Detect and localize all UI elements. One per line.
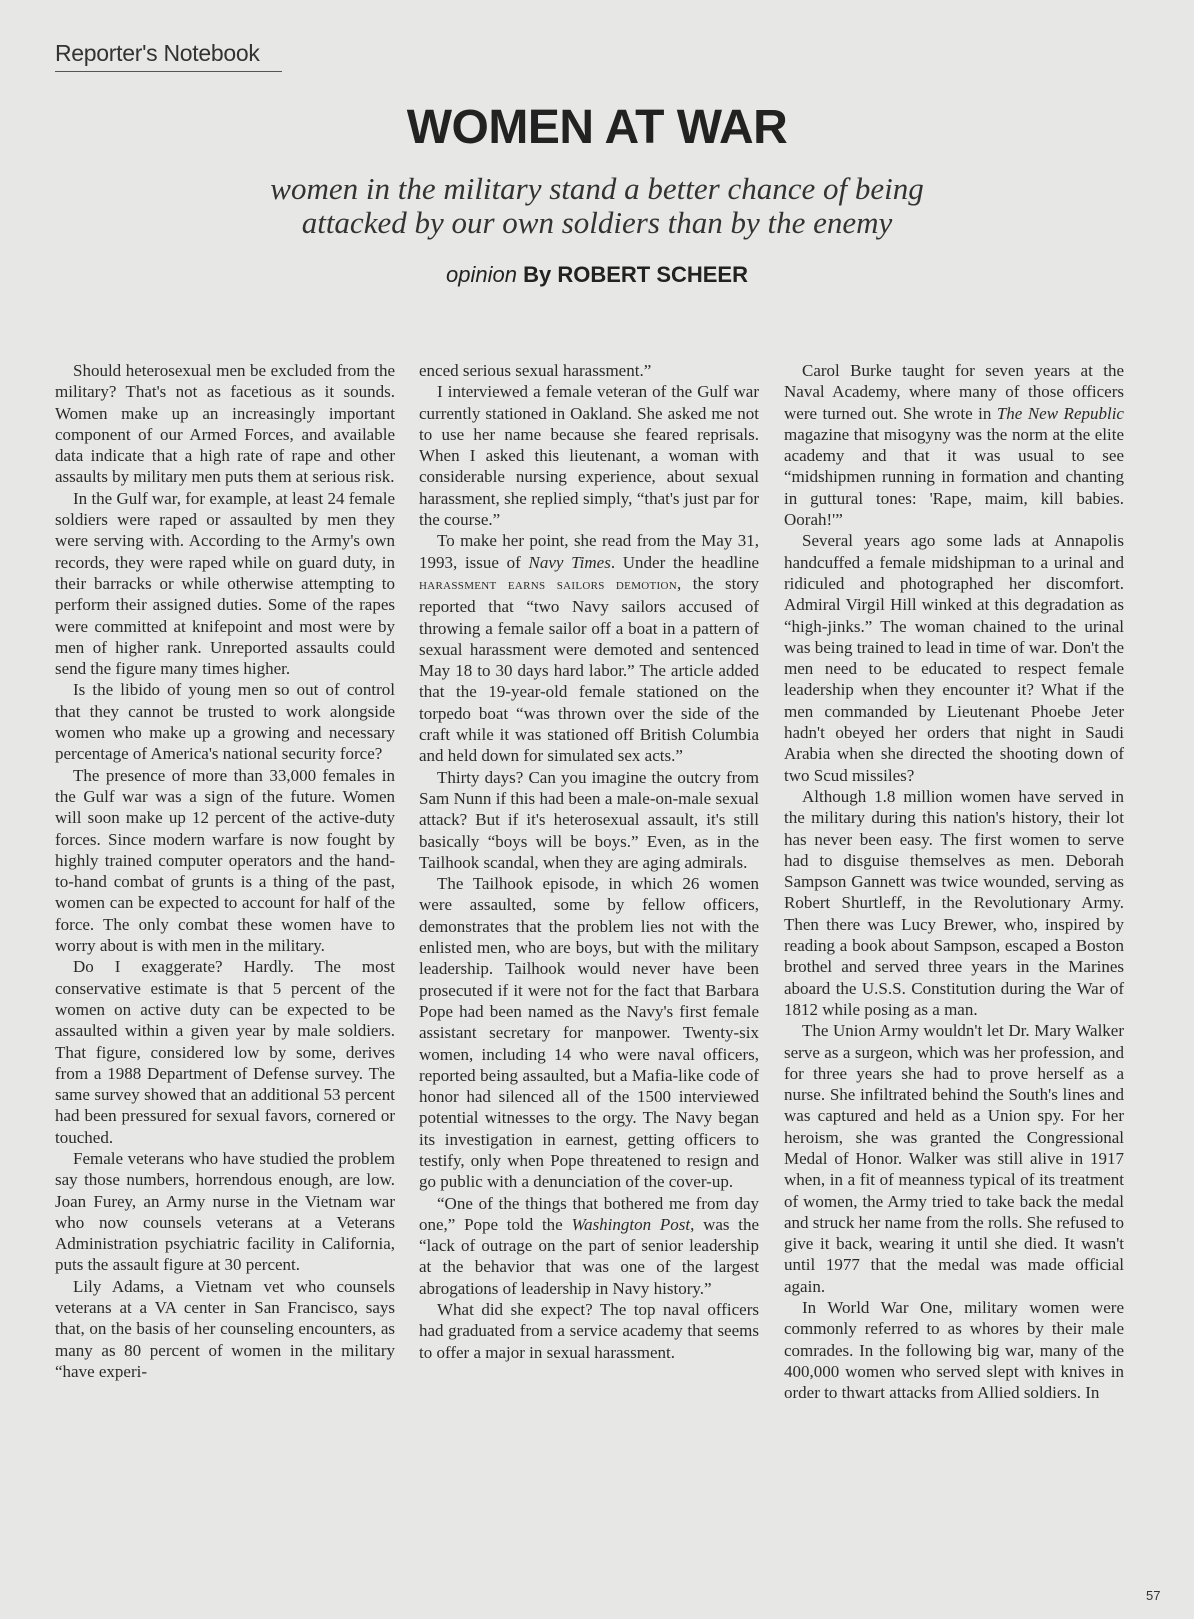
paragraph: In the Gulf war, for example, at least 24 female soldiers were raped or assaulted by men they were serving with. According to the Army's own records, they were raped while on guard duty, in their barracks or while otherwise attempting to perform their assigned duties. Some of the rapes were committed at knifepoint and most were by men of higher rank. Unreported assaults could send the figure many times higher. <box>55 488 395 679</box>
article-title: WOMEN AT WAR <box>406 101 788 154</box>
paragraph <box>784 360 1124 530</box>
paragraph: The presence of more than 33,000 females in the Gulf war was a sign of the future. Women will soon make up 12 percent of the active-duty forces. Since modern warfare is now fought by highly trained computer operators and the hand-to-hand combat of grunts is a thing of the past, women can be expected to account for half of the force. The only combat these women have to worry about is with men in the military. <box>55 765 395 956</box>
page-number: 57 <box>1146 1588 1161 1603</box>
body-column-3 <box>784 360 1124 1404</box>
publication-name: The New Republic <box>996 403 1124 423</box>
publication-name: Navy Times <box>528 552 611 572</box>
paragraph: What did she expect? The top naval officers had graduated from a service academy that seems to offer a major in sexual harassment. <box>419 1300 759 1362</box>
subtitle-line-1: women in the military stand a better chance of being <box>270 171 924 206</box>
text-run: . Under the headline <box>610 552 760 572</box>
subtitle-line-2: attacked by our own soldiers than by the enemy <box>301 205 893 240</box>
paragraph: Lily Adams, a Vietnam vet who counsels veterans at a VA center in San Francisco, says that, on the basis of her counseling encounters, as many as 80 percent of women in the military “have experi- <box>55 1276 395 1381</box>
paragraph <box>419 1193 759 1299</box>
paragraph: Female veterans who have studied the problem say those numbers, horrendous enough, are low. Joan Furey, an Army nurse in the Vietnam war who now counsels veterans at a Veterans Administration psychiatric facility in California, puts the assault figure at 30 percent. <box>55 1148 395 1275</box>
paragraph: enced serious sexual harassment.” <box>419 361 652 380</box>
paragraph <box>419 530 759 766</box>
text-run: To make her point, she read from the May 31, 1993, issue of <box>419 531 759 572</box>
paragraph: Thirty days? Can you imagine the outcry from Sam Nunn if this had been a male-on-male sexual attack? But if it's heterosexual assault, it's still basically “boys will be boys.” Even, as in the Tailhook scandal, when they are aging admirals. <box>419 767 759 872</box>
paragraph: In World War One, military women were commonly referred to as whores by their male comrades. In the following big war, many of the 400,000 women who served slept with knives in order to thwart attacks from Allied soldiers. In <box>784 1298 1124 1403</box>
paragraph: The Tailhook episode, in which 26 women were assaulted, some by fellow officers, demonstrates that the problem lies not with the enlisted men, who are boys, but with the military leadership. Tailhook would never have been prosecuted if it were not for the fact that Barbara Pope had been named as the Navy's first female assistant secretary for manpower. Twenty-six women, including 14 who were naval officers, reported being assaulted, but a Mafia-like code of honor had silenced all of the 1500 interviewed potential witnesses to the orgy. The Navy began its investigation in earnest, getting officers to testify, only when Pope threatened to resign and go public with a denunciation of the cover-up. <box>419 874 759 1192</box>
text-run: “One of the things that bothered me from day one,” Pope told the <box>419 1193 759 1234</box>
byline <box>0 262 1194 288</box>
article-subtitle <box>0 172 1194 240</box>
publication-name: Washington Post <box>571 1214 691 1234</box>
paragraph: Although 1.8 million women have served in the military during this nation's history, their lot has never been easy. The first women to serve had to disguise themselves as men. Deborah Sampson Gannett was twice wounded, serving as Robert Shurtleff, in the Revolutionary Army. Then there was Lucy Brewer, who, inspired by reading a book about Sampson, escaped a Boston brothel and served three years in the Marines aboard the U.S.S. Constitution during the War of 1812 while posing as a man. <box>784 786 1124 1019</box>
paragraph: Should heterosexual men be excluded from the military? That's not as facetious as it sounds. Women make up an increasingly important component of our Armed Forces, and available data indicate that a high rate of rape and other assaults by military men puts them at serious risk. <box>55 361 395 487</box>
paragraph: I interviewed a female veteran of the Gulf war currently stationed in Oakland. She asked me not to use her name because she feared reprisals. When I asked this lieutenant, a woman with considerable nursing experience, about sexual harassment, she replied simply, “that's just par for the course.” <box>419 382 759 530</box>
text-run: Carol Burke taught for seven years at the Naval Academy, where many of those officers were turned out. She wrote in <box>784 361 1124 423</box>
body-column-1 <box>55 360 395 1382</box>
paragraph: Several years ago some lads at Annapolis handcuffed a female midshipman to a urinal and ridiculed and photographed her discomfort. Admiral Virgil Hill winked at this degradation as “high-jinks.” The woman chained to the urinal was being trained to lead in time of war. Don't the men need to be educated to respect female leadership when they encounter it? What if the men commanded by Lieutenant Phoebe Jeter hadn't obeyed her orders that night in Saudi Arabia when she directed the shooting down of two Scud missiles? <box>784 531 1124 785</box>
text-run: , the story reported that “two Navy sailors accused of throwing a female sailor off a boat in a pattern of sexual harassment were demoted and sentenced May 18 to 30 days hard labor.” The article added that the 19-year-old female stationed on the torpedo boat “was thrown over the side of the craft while it was stationed off British Columbia and held down for simulated sex acts.” <box>419 573 759 766</box>
byline-author: ROBERT SCHEER <box>557 262 748 287</box>
paragraph: Is the libido of young men so out of control that they cannot be trusted to work alongside women who make up a growing and necessary percentage of America's national security force? <box>55 680 395 764</box>
paragraph: Do I exaggerate? Hardly. The most conservative estimate is that 5 percent of the women on active duty can be expected to be assaulted within a given year by male soldiers. That figure, considered low by some, derives from a 1988 Department of Defense survey. The same survey showed that an additional 53 percent had been pressured for sexual favors, cornered or touched. <box>55 957 395 1147</box>
text-run: , was the “lack of outrage on the part of senior leadership at the behavior that was one of the largest abrogations of leadership in Navy history.” <box>419 1214 760 1298</box>
body-column-2 <box>419 360 759 1363</box>
quoted-headline: harassment earns sailors demotion <box>419 576 677 593</box>
text-run: magazine that misogyny was the norm at the elite academy and that it was usual to see “midshipmen running in formation and chanting in guttural tones: 'Rape, maim, kill babies. Oorah!'” <box>784 424 1124 530</box>
byline-kicker: opinion <box>445 262 517 287</box>
section-label: Reporter's Notebook <box>55 40 282 72</box>
paragraph: The Union Army wouldn't let Dr. Mary Walker serve as a surgeon, which was her profession, and for three years she had to prove herself as a nurse. She infiltrated behind the South's lines and was captured and held as a Union spy. For her heroism, she was granted the Congressional Medal of Honor. Walker was still alive in 1917 when, in a fit of meanness typical of its treatment of women, the Army tried to take back the medal and struck her name from the rolls. She refused to give it back, wearing it until she died. It wasn't until 1977 that the medal was made official again. <box>784 1021 1124 1296</box>
byline-prefix: By <box>523 262 552 287</box>
